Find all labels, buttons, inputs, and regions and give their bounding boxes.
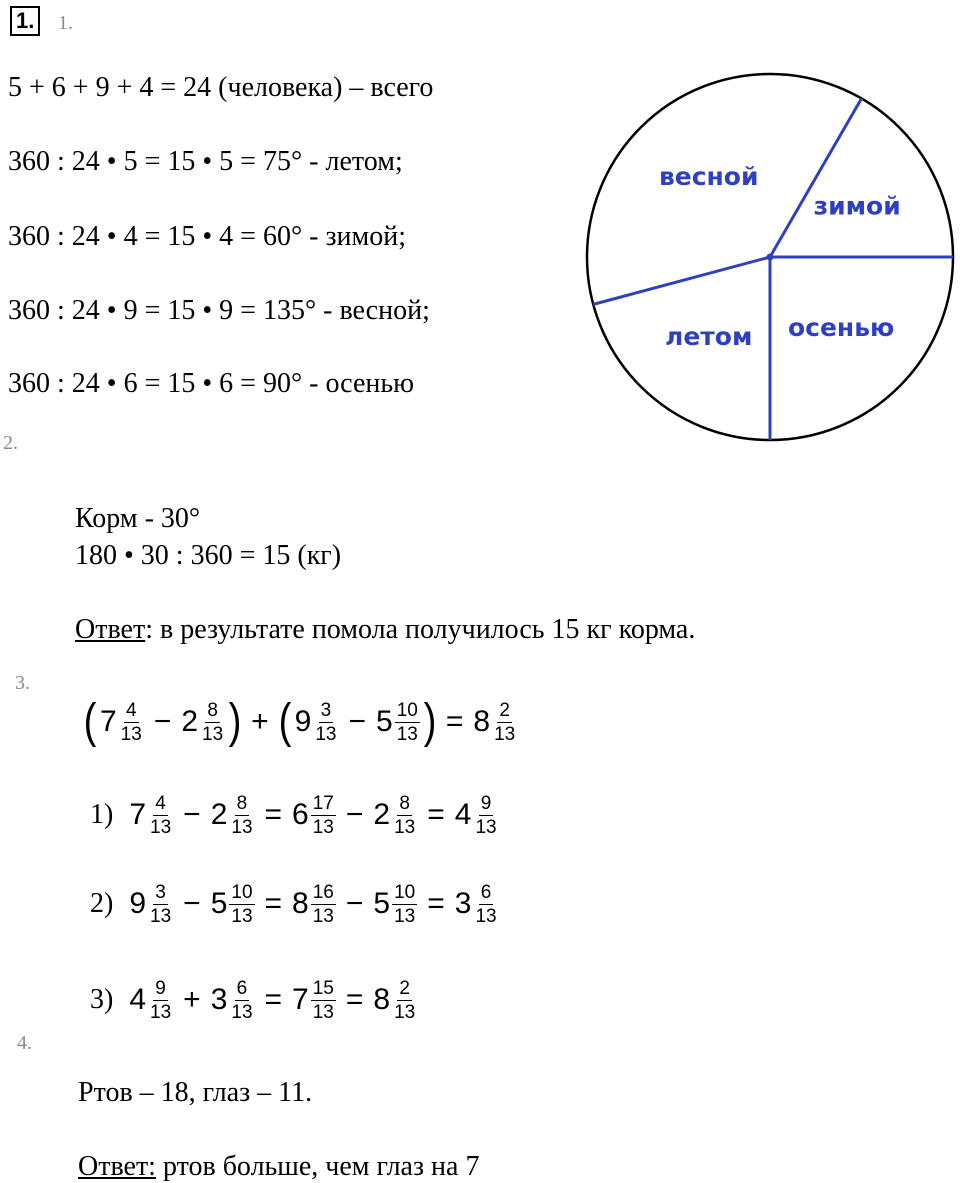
minus-sign: − <box>183 887 201 920</box>
pie-slice-label: зимой <box>813 191 901 221</box>
answer-text: : в результате помола получилось 15 кг корма. <box>145 614 696 645</box>
step-label: 1) <box>90 799 114 830</box>
mixed-number: 7 $\frac{15}{13}$ <box>292 977 334 1023</box>
subtask-number-2: 2. <box>3 432 18 454</box>
mixed-number: 7 $\frac{4}{13}$ <box>129 792 172 838</box>
mixed-number: 2 $\frac{8}{13}$ <box>210 792 253 838</box>
mixed-number: 5 $\frac{10}{13}$ <box>376 699 418 745</box>
mixed-number: 8 $\frac{2}{13}$ <box>473 699 516 745</box>
answer-label: Ответ: <box>78 1151 156 1182</box>
answer-label: Ответ <box>75 614 146 645</box>
part2-answer <box>75 614 695 646</box>
mixed-number: 5 $\frac{10}{13}$ <box>373 881 416 927</box>
mixed-number: 6 $\frac{17}{13}$ <box>292 792 334 838</box>
pie-chart <box>580 70 960 445</box>
fraction-step-1 <box>90 785 501 845</box>
task-number-box: 1. <box>10 6 40 36</box>
pie-slice-label: весной <box>658 162 759 192</box>
mixed-number: 3 $\frac{6}{13}$ <box>210 977 253 1023</box>
mixed-number: 7 $\frac{4}{13}$ <box>99 699 142 745</box>
mixed-number: 4 $\frac{9}{13}$ <box>129 977 172 1023</box>
equals-sign: = <box>345 983 364 1016</box>
minus-sign: − <box>183 798 201 831</box>
equals-sign: = <box>427 798 445 831</box>
part1-line-total: 5 + 6 + 9 + 4 = 24 (человека) – всего <box>8 72 434 103</box>
equals-sign: = <box>264 983 283 1016</box>
equals-sign: = <box>264 798 283 831</box>
mixed-number: 8 $\frac{2}{13}$ <box>373 977 416 1023</box>
subtask-number-1: 1. <box>58 12 73 34</box>
step-label: 3) <box>90 984 114 1015</box>
equals-sign: = <box>264 887 283 920</box>
close-paren: ) <box>423 695 437 748</box>
equals-sign: = <box>427 887 445 920</box>
pie-slice-label: осенью <box>787 313 895 343</box>
pie-slice-divider <box>770 99 862 257</box>
fraction-expression <box>82 692 519 752</box>
part1-line-winter: 360 : 24 • 4 = 15 • 4 = 60° - зимой; <box>8 221 407 252</box>
pie-slice-divider <box>593 257 770 304</box>
open-paren: ( <box>83 695 97 748</box>
part1-line-summer: 360 : 24 • 5 = 15 • 5 = 75° - летом; <box>8 146 403 177</box>
pie-center-dot <box>767 254 774 261</box>
mixed-number: 5 $\frac{10}{13}$ <box>210 881 253 927</box>
mixed-number: 9 $\frac{3}{13}$ <box>294 699 337 745</box>
plus-sign: + <box>251 705 269 738</box>
pie-dividers <box>593 99 953 440</box>
close-paren: ) <box>228 695 242 748</box>
mixed-number: 2 $\frac{8}{13}$ <box>181 699 224 745</box>
part2-line1: Корм - 30° <box>75 503 201 534</box>
step-label: 2) <box>90 888 114 919</box>
answer-text: ртов больше, чем глаз на 7 <box>155 1151 480 1182</box>
fraction-step-3 <box>90 970 419 1030</box>
minus-sign: − <box>345 798 364 831</box>
subtask-number-3: 3. <box>15 672 30 694</box>
equals-sign: = <box>445 705 464 738</box>
fraction-step-2 <box>90 874 501 934</box>
mixed-number: 9 $\frac{3}{13}$ <box>129 881 172 927</box>
minus-sign: − <box>153 705 172 738</box>
mixed-number: 3 $\frac{6}{13}$ <box>454 881 497 927</box>
open-paren: ( <box>278 695 292 748</box>
subtask-number-4: 4. <box>17 1032 32 1054</box>
plus-sign: + <box>183 983 201 1016</box>
minus-sign: − <box>345 887 364 920</box>
mixed-number: 2 $\frac{8}{13}$ <box>373 792 416 838</box>
part1-line-autumn: 360 : 24 • 6 = 15 • 6 = 90° - осенью <box>8 368 415 399</box>
part2-line2: 180 • 30 : 360 = 15 (кг) <box>75 540 342 571</box>
minus-sign: − <box>348 705 367 738</box>
part1-line-spring: 360 : 24 • 9 = 15 • 9 = 135° - весной; <box>8 295 430 326</box>
part4-line1: Ртов – 18, глаз – 11. <box>78 1077 313 1108</box>
pie-slice-label: летом <box>665 321 753 351</box>
mixed-number: 8 $\frac{16}{13}$ <box>292 881 334 927</box>
mixed-number: 4 $\frac{9}{13}$ <box>454 792 497 838</box>
part4-answer <box>78 1151 479 1183</box>
